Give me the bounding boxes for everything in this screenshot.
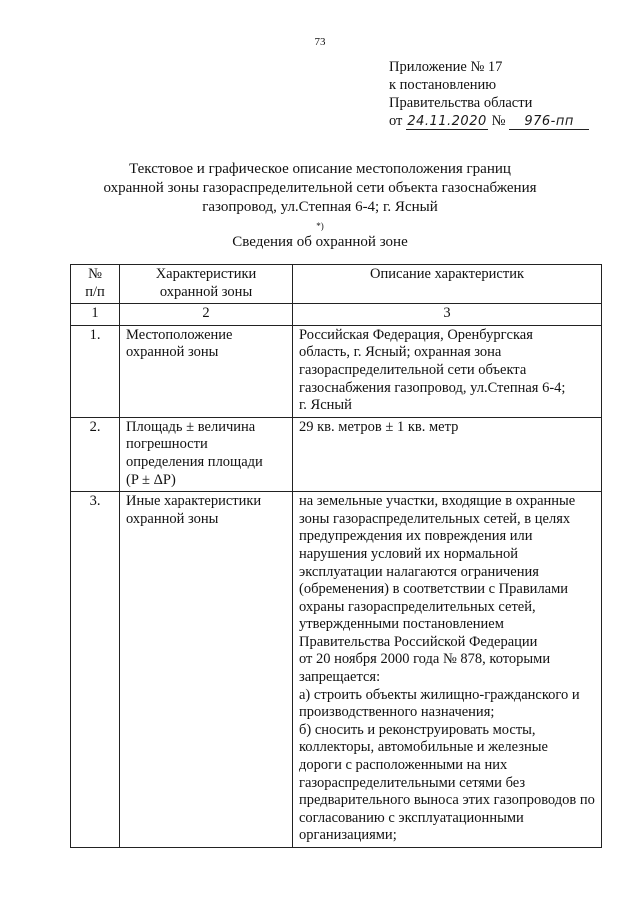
row-description: на земельные участки, входящие в охранные зоны газораспределительных сетей, в целях предупреждения их повреждения или нарушения условий их нормальной эксплуатации налагаются ограничения (обременения) в соответствии с Правилами охраны газораспределительных сетей, утвержденными постановлением Правительства Российской Федерации от 20 ноября 2000 года № 878, которыми запрещается: а) строить объекты жилищно-гражданского и производственного назначения; б) сносить и реконструировать мосты, коллекторы, автомобильные и железные дороги с расположенными на них газораспределительными сетями без предварительного выноса этих газопроводов по согласованию с эксплуатационными организациями; — [293, 492, 602, 848]
document-title — [0, 160, 640, 241]
footnote-mark: *) — [316, 221, 324, 231]
column-number-2: 2 — [120, 304, 293, 326]
row-num: 1. — [71, 325, 120, 417]
row-num: 3. — [71, 492, 120, 848]
zone-info-table — [70, 264, 602, 848]
row-characteristic: Иные характеристики охранной зоны — [120, 492, 293, 848]
row-characteristic: Местоположение охранной зоны — [120, 325, 293, 417]
row-description: 29 кв. метров ± 1 кв. метр — [293, 417, 602, 491]
handwritten-number: 976-пп — [509, 115, 589, 130]
table-row — [71, 325, 602, 417]
appendix-line-3: Правительства области — [389, 95, 533, 111]
date-prefix: от — [389, 113, 403, 129]
column-number-row — [71, 304, 602, 326]
title-line-2: охранной зоны газораспределительной сети объекта газоснабжения — [103, 180, 537, 196]
header-description: Описание характеристик — [293, 265, 602, 304]
handwritten-date: 24.11.2020 — [407, 114, 487, 129]
table-row — [71, 417, 602, 491]
header-characteristics: Характеристики охранной зоны — [120, 265, 293, 304]
title-line-3-text: газопровод, ул.Степная 6-4; г. Ясный — [202, 199, 438, 215]
title-line-1: Текстовое и графическое описание местоположения границ — [129, 161, 511, 177]
row-num: 2. — [71, 417, 120, 491]
appendix-date-line — [389, 112, 589, 130]
column-number-1: 1 — [71, 304, 120, 326]
appendix-line-2: к постановлению — [389, 77, 497, 93]
table-row — [71, 492, 602, 848]
appendix-block — [389, 58, 589, 130]
header-num: № п/п — [71, 265, 120, 304]
appendix-line-1: Приложение № 17 — [389, 59, 503, 75]
row-characteristic: Площадь ± величина погрешности определения площади (P ± ΔP) — [120, 417, 293, 491]
row-description: Российская Федерация, Оренбургская область, г. Ясный; охранная зона газораспределительной сети объекта газоснабжения газопровод, ул.Степная 6-4; г. Ясный — [293, 325, 602, 417]
page-number: 73 — [314, 36, 326, 48]
table-header-row — [71, 265, 602, 304]
number-label: № — [491, 113, 506, 129]
section-subtitle: Сведения об охранной зоне — [232, 234, 408, 250]
column-number-3: 3 — [293, 304, 602, 326]
